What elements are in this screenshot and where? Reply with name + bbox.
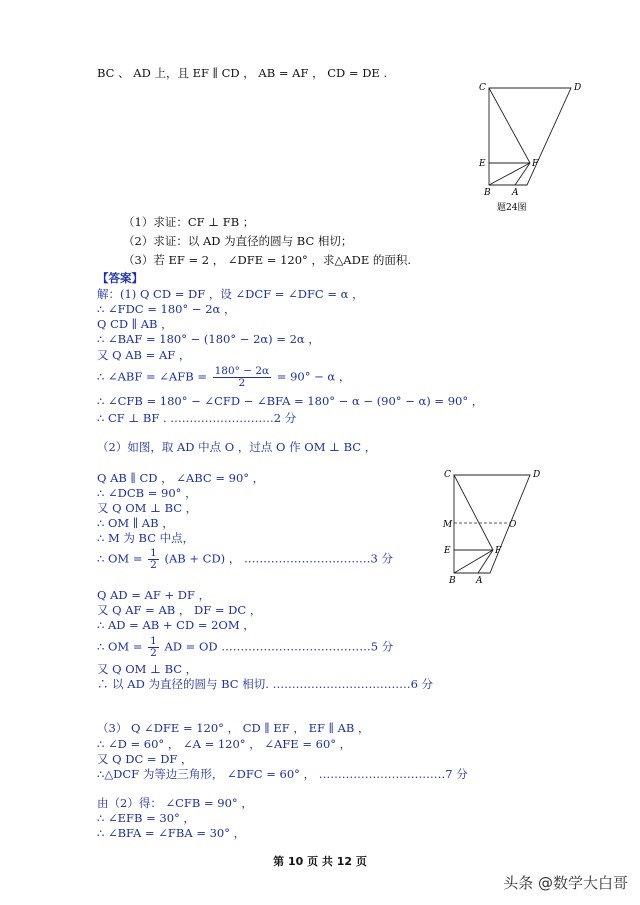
part2-line-11 — [97, 636, 393, 659]
fig1-label-b: B — [484, 188, 491, 198]
question-1: （1）求证：CF ⊥ FB ； — [123, 215, 255, 229]
answer-header: 【答案】 — [97, 271, 143, 285]
part3-line-1: （3） Q ∠DFE = 120° ， CD ∥ EF ， EF ∥ AB ， — [97, 721, 370, 735]
fig2-label-c: C — [444, 470, 451, 480]
fraction-half-1-num: 1 — [150, 547, 157, 559]
part2-line-13: ∴ 以 AD 为直径的圆与 BC 相切. ………………………………6 分 — [97, 677, 434, 691]
part1-line-2: ∴ ∠FDC = 180° − 2α ， — [97, 302, 236, 316]
fig2-label-d: D — [533, 470, 541, 480]
part2-line-9: 又 Q AF = AB ， DF = DC ， — [97, 603, 262, 617]
part3-line-7: ∴ ∠BFA = ∠FBA = 30° ， — [97, 826, 246, 840]
part1-line-6-lhs: ∴ ∠ABF = ∠AFB = — [97, 369, 207, 384]
part3-line-4: ∴△DCF 为等边三角形， ∠DFC = 60° ， ……………………………7 分 — [97, 767, 468, 781]
fig2-label-o: O — [509, 520, 517, 530]
figure-1-svg — [475, 78, 585, 218]
given-line: BC 、 AD 上，且 EF ∥ CD ， AB = AF ， CD = DE . — [97, 66, 388, 80]
part3-line-5: 由（2）得： ∠CFB = 90° ， — [97, 796, 253, 810]
figure-2-svg — [438, 466, 548, 591]
fig1-label-f: F — [532, 159, 539, 169]
question-3: （3）若 EF = 2 ， ∠DFE = 120° ，求△ADE 的面积. — [123, 253, 412, 267]
figure-2 — [438, 466, 548, 591]
part2-line-12: 又 Q OM ⊥ BC ， — [97, 662, 198, 676]
part1-line-6 — [97, 366, 350, 389]
part2-line-11-lhs: ∴ OM = — [97, 639, 143, 654]
watermark: 头条 @数学大白哥 — [503, 874, 628, 892]
fig2-label-b: B — [449, 576, 456, 586]
part1-line-1: 解：(1) Q CD = DF ，设 ∠DCF = ∠DFC = α ， — [97, 287, 364, 301]
figure-1 — [475, 78, 585, 218]
fraction-180-2a — [213, 366, 272, 389]
fig2-label-f: F — [495, 546, 502, 556]
fraction-half-2-num: 1 — [150, 635, 157, 647]
fraction-half-2-den: 2 — [150, 647, 157, 659]
fraction-180-2a-num: 180° − 2α — [214, 365, 270, 377]
fig1-label-e: E — [479, 159, 486, 169]
part2-line-2: Q AB ∥ CD ， ∠ABC = 90° ， — [97, 471, 265, 485]
page-footer: 第 10 页 共 12 页 — [273, 855, 367, 868]
part2-line-7 — [97, 548, 393, 571]
part2-line-5: ∴ OM ∥ AB ， — [97, 516, 174, 530]
part1-line-8: ∴ CF ⊥ BF . ………………………2 分 — [97, 411, 297, 425]
part1-line-7: ∴ ∠CFB = 180° − ∠CFD − ∠BFA = 180° − α − (90° − α) = 90° ， — [97, 394, 484, 408]
fraction-180-2a-den: 2 — [238, 377, 246, 389]
part1-line-6-rhs: = 90° − α ， — [276, 369, 351, 384]
fig1-caption: 题24图 — [497, 203, 527, 213]
part3-line-6: ∴ ∠EFB = 30° ， — [97, 811, 195, 825]
part2-line-6: ∴ M 为 BC 中点， — [97, 531, 195, 545]
part3-line-3: 又 Q DC = DF ， — [97, 752, 193, 766]
part2-line-7-rhs: (AB + CD) ， ……………………………3 分 — [164, 551, 393, 566]
fraction-half-1-den: 2 — [150, 559, 157, 571]
part3-line-2: ∴ ∠D = 60° ， ∠A = 120° ， ∠AFE = 60° ， — [97, 737, 352, 751]
part2-line-7-lhs: ∴ OM = — [97, 551, 143, 566]
part1-line-3: Q CD ∥ AB ， — [97, 317, 173, 331]
part2-line-8: Q AD = AF + DF ， — [97, 588, 211, 602]
fig2-label-a: A — [476, 576, 483, 586]
fig1-label-d: D — [574, 83, 582, 93]
fig2-label-m: M — [443, 520, 453, 530]
part2-line-4: 又 Q OM ⊥ BC ， — [97, 501, 198, 515]
part2-line-1: （2）如图，取 AD 中点 O ，过点 O 作 OM ⊥ BC ， — [97, 440, 377, 454]
question-2: （2）求证：以 AD 为直径的圆与 BC 相切； — [123, 234, 353, 248]
fig1-label-c: C — [479, 83, 486, 93]
fig2-label-e: E — [444, 546, 451, 556]
part2-line-10: ∴ AD = AB + CD = 2OM ， — [97, 618, 255, 632]
part2-line-3: ∴ ∠DCB = 90° ， — [97, 486, 197, 500]
fraction-half-1 — [148, 548, 159, 571]
fig1-label-a: A — [512, 188, 519, 198]
part1-line-4: ∴ ∠BAF = 180° − (180° − 2α) = 2α ， — [97, 332, 320, 346]
fraction-half-2 — [148, 636, 159, 659]
part2-line-11-rhs: AD = OD …………………………………5 分 — [164, 639, 394, 654]
part1-line-5: 又 Q AB = AF ， — [97, 348, 191, 362]
